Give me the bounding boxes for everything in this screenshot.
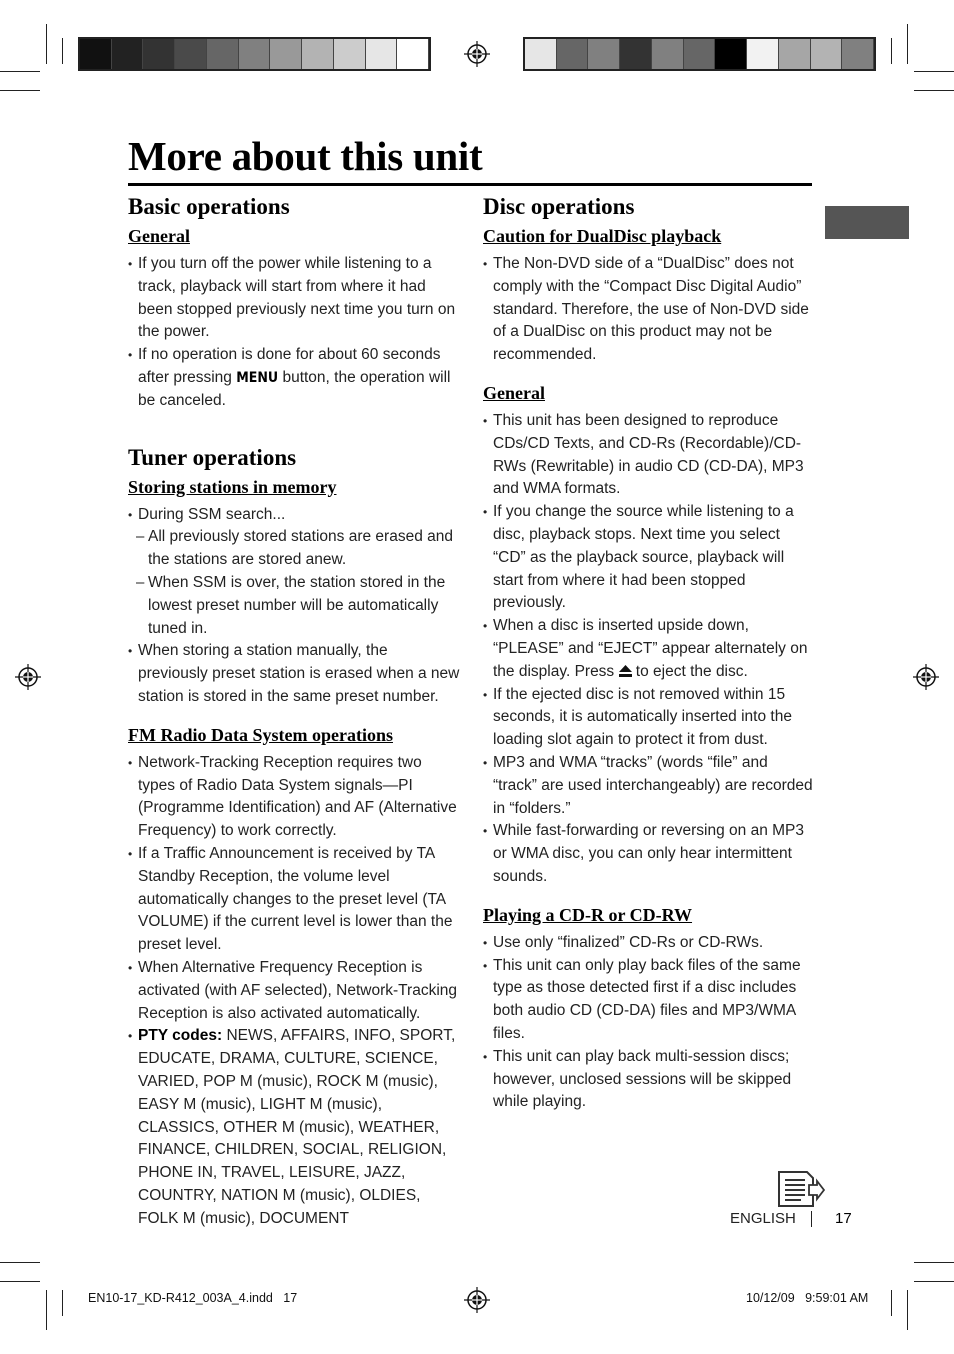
left-column (128, 194, 460, 1230)
subheading-dualdisc: Caution for DualDisc playback (483, 226, 722, 246)
list-item: • This unit has been designed to reproduce CDs/CD Texts, and CD-Rs (Recordable)/CD-RWs (Rewritable) in audio CD (CD-DA), MP3 and WMA formats. (483, 410, 815, 501)
list-item: • While fast-forwarding or reversing on an MP3 or WMA disc, you can only hear intermittent sounds. (483, 820, 815, 888)
disc-general-list (483, 410, 815, 889)
eject-icon (619, 665, 632, 677)
storing-list (128, 504, 460, 709)
list-item: • Network-Tracking Reception requires two types of Radio Data System signals—PI (Programme Identification) and AF (Alternative Frequency) to work correctly. (128, 752, 460, 843)
color-swatch (143, 39, 175, 69)
subheading-general: General (128, 226, 190, 246)
crop-mark (46, 1290, 47, 1330)
slug-file: EN10-17_KD-R412_003A_4.indd 17 (88, 1291, 298, 1305)
dualdisc-list (483, 253, 815, 367)
page-title: More about this unit (128, 133, 483, 179)
list-item: • If a Traffic Announcement is received by TA Standby Reception, the volume level automatically changes to the preset level (TA VOLUME) if the current level is lower than the preset level. (128, 843, 460, 957)
color-swatch (239, 39, 271, 69)
color-swatch (80, 39, 112, 69)
crop-mark (914, 90, 954, 91)
crop-mark (46, 24, 47, 64)
registration-mark-icon (464, 1287, 490, 1313)
crop-mark (914, 1281, 954, 1282)
section-heading-disc: Disc operations (483, 194, 635, 219)
crop-mark (0, 90, 40, 91)
basic-list (128, 253, 460, 413)
color-swatch (684, 39, 716, 69)
list-subitem: – When SSM is over, the station stored in the lowest preset number will be automatically tuned in. (128, 572, 460, 640)
list-item: • This unit can only play back files of the same type as those detected first if a disc includes both audio CD (CD-DA) files and MP3/WMA files. (483, 955, 815, 1046)
list-item: • MP3 and WMA “tracks” (words “file” and “track” are used interchangeably) are recorded in “folders.” (483, 752, 815, 820)
color-swatch (366, 39, 398, 69)
list-item: • The Non-DVD side of a “DualDisc” does not comply with the “Compact Disc Digital Audio” standard. Therefore, the use of Non-DVD side of a DualDisc on this product may not be recommended. (483, 253, 815, 367)
grayscale-bar-right (523, 37, 876, 71)
crop-mark (62, 38, 63, 64)
grayscale-bar-left (78, 37, 431, 71)
registration-mark-icon (15, 664, 41, 690)
color-swatch (397, 39, 429, 69)
subheading-fm-rds: FM Radio Data System operations (128, 724, 393, 745)
section-heading-tuner: Tuner operations (128, 444, 297, 470)
crop-mark (0, 71, 40, 72)
color-swatch (747, 39, 779, 69)
footer-language: ENGLISH (730, 1210, 796, 1227)
list-item: • When a disc is inserted upside down, “PLEASE” and “EJECT” appear alternately on the display. Press to eject the disc. (483, 615, 815, 683)
crop-mark (907, 24, 908, 64)
pty-label: PTY codes: (138, 1027, 223, 1045)
color-swatch (779, 39, 811, 69)
color-swatch (525, 39, 557, 69)
color-swatch (588, 39, 620, 69)
color-swatch (175, 39, 207, 69)
page-number: 17 (835, 1210, 852, 1227)
section-heading-basic: Basic operations (128, 194, 290, 219)
note-arrow-icon (777, 1170, 825, 1208)
list-subitem: – All previously stored stations are erased and the stations are stored anew. (128, 526, 460, 572)
crop-mark (0, 1281, 40, 1282)
subheading-cdr: Playing a CD-R or CD-RW (483, 904, 693, 925)
color-swatch (207, 39, 239, 69)
menu-key: MENU (236, 369, 279, 386)
list-item: • If you change the source while listening to a disc, playback stops. Next time you select “CD” as the playback source, playback will start from where it had been stopped previously. (483, 501, 815, 615)
crop-mark (891, 1290, 892, 1316)
right-column (483, 194, 815, 1114)
crop-mark (907, 1290, 908, 1330)
cdr-list (483, 932, 815, 1114)
list-item: • When Alternative Frequency Reception is activated (with AF selected), Network-Tracking Reception is also activated automatically. (128, 957, 460, 1025)
color-swatch (112, 39, 144, 69)
color-swatch (270, 39, 302, 69)
list-item: • If no operation is done for about 60 seconds after pressing MENU button, the operation will be canceled. (128, 344, 460, 412)
crop-mark (891, 38, 892, 64)
list-item: • If the ejected disc is not removed within 15 seconds, it is automatically inserted into the loading slot again to protect it from dust. (483, 684, 815, 752)
crop-mark (62, 1290, 63, 1316)
color-swatch (811, 39, 843, 69)
crop-mark (914, 1262, 954, 1263)
footer-divider (811, 1211, 812, 1227)
list-item: • When storing a station manually, the previously preset station is erased when a new station is stored in the same preset number. (128, 640, 460, 708)
section-tab (825, 206, 909, 239)
subheading-storing: Storing stations in memory (128, 476, 337, 497)
color-swatch (652, 39, 684, 69)
title-rule (128, 183, 812, 186)
color-swatch (557, 39, 589, 69)
color-swatch (620, 39, 652, 69)
registration-mark-icon (913, 664, 939, 690)
list-item: • During SSM search... (128, 504, 460, 527)
fm-list (128, 752, 460, 1231)
color-swatch (302, 39, 334, 69)
color-swatch (842, 39, 874, 69)
list-item: • PTY codes: NEWS, AFFAIRS, INFO, SPORT, EDUCATE, DRAMA, CULTURE, SCIENCE, VARIED, POP M (music), ROCK M (music), EASY M (music), LIGHT M (music), CLASSICS, OTHER M (music), WEATHER, FINANCE, CHILDREN, SOCIAL, RELIGION, PHONE IN, TRAVEL, LEISURE, JAZZ, COUNTRY, NATION M (music), OLDIES, FOLK M (music), DOCUMENT (128, 1025, 460, 1230)
color-swatch (334, 39, 366, 69)
crop-mark (0, 1262, 40, 1263)
crop-mark (914, 71, 954, 72)
color-swatch (715, 39, 747, 69)
registration-mark-icon (464, 41, 490, 67)
list-item: • Use only “finalized” CD-Rs or CD-RWs. (483, 932, 815, 955)
list-item: • This unit can play back multi-session discs; however, unclosed sessions will be skipped while playing. (483, 1046, 815, 1114)
list-item: • If you turn off the power while listening to a track, playback will start from where it had been stopped previously next time you turn on the power. (128, 253, 460, 344)
subheading-general: General (483, 382, 545, 403)
slug-timestamp: 10/12/09 9:59:01 AM (746, 1291, 869, 1305)
